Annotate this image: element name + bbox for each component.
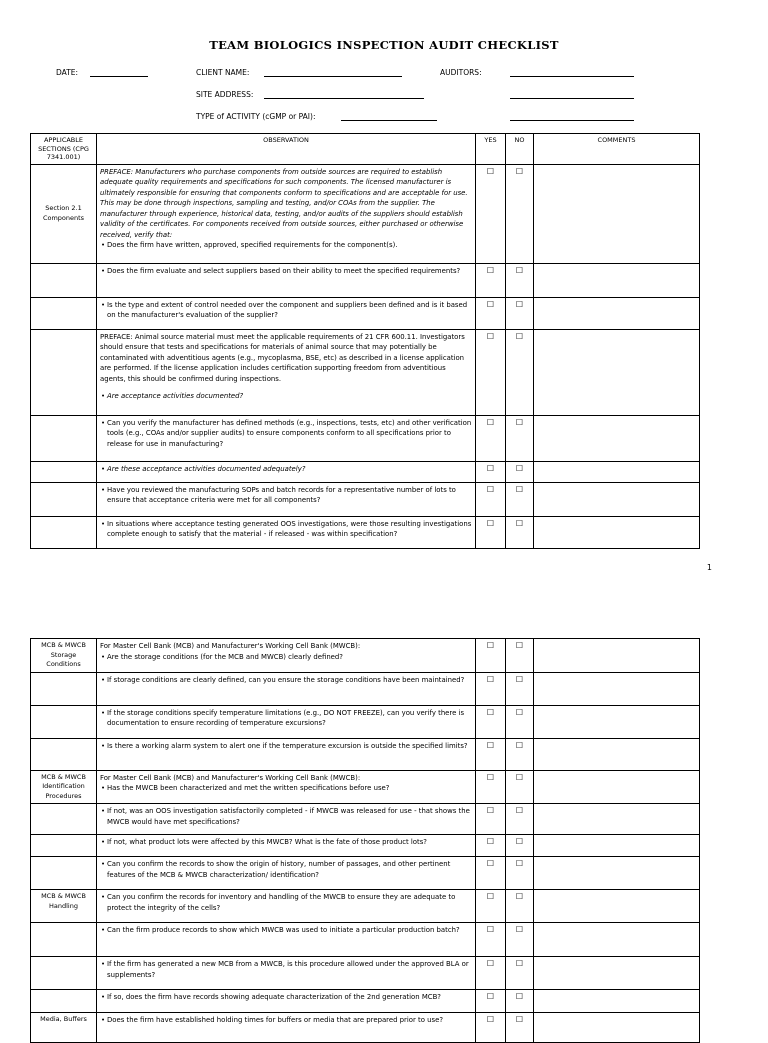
question-text: • Are the storage conditions (for the MCB and MWCB) clearly defined? — [100, 652, 472, 663]
no-checkbox[interactable]: ☐ — [506, 461, 534, 482]
activity-type-field[interactable] — [341, 120, 437, 121]
section-cell: Media, Buffers — [31, 1013, 97, 1043]
yes-checkbox[interactable]: ☐ — [476, 804, 506, 835]
observation-cell — [97, 639, 476, 673]
no-checkbox[interactable]: ☐ — [506, 415, 534, 461]
client-name-label: CLIENT NAME: — [196, 68, 250, 77]
comments-cell[interactable] — [534, 738, 700, 770]
comments-cell[interactable] — [534, 482, 700, 516]
observation-cell — [97, 297, 476, 329]
comments-cell[interactable] — [534, 890, 700, 923]
client-name-field[interactable] — [264, 76, 402, 77]
yes-checkbox[interactable]: ☐ — [476, 890, 506, 923]
yes-checkbox[interactable]: ☐ — [476, 263, 506, 297]
question-text: • If storage conditions are clearly defined, can you ensure the storage conditions have been maintained? — [100, 675, 472, 686]
yes-header: YES — [476, 134, 506, 165]
preface-text: PREFACE: Animal source material must meet the applicable requirements of 21 CFR 600.11. Investigators should ensure that tests and specifications for materials of animal source that may potentially be contaminated with adventitious agents (e.g., mycoplasma, BSE, etc) as described in a license application are performed. If the license application includes certification supporting freedom from adventitious agents, this should be confirmed during inspections. — [100, 332, 465, 383]
no-checkbox[interactable]: ☐ — [506, 835, 534, 857]
yes-checkbox[interactable]: ☐ — [476, 639, 506, 673]
table-row — [31, 738, 700, 770]
yes-checkbox[interactable]: ☐ — [476, 1013, 506, 1043]
no-checkbox[interactable]: ☐ — [506, 672, 534, 705]
no-checkbox[interactable]: ☐ — [506, 516, 534, 548]
section-cell — [31, 705, 97, 738]
table-row — [31, 890, 700, 923]
section-cell: MCB & MWCB Identification Procedures — [31, 770, 97, 804]
observation-cell — [97, 890, 476, 923]
table-row — [31, 923, 700, 957]
section-cell — [31, 738, 97, 770]
comments-cell[interactable] — [534, 415, 700, 461]
no-checkbox[interactable]: ☐ — [506, 639, 534, 673]
no-checkbox[interactable]: ☐ — [506, 957, 534, 990]
comments-cell[interactable] — [534, 857, 700, 890]
yes-checkbox[interactable]: ☐ — [476, 329, 506, 415]
observation-cell — [97, 672, 476, 705]
section-cell — [31, 297, 97, 329]
no-checkbox[interactable]: ☐ — [506, 857, 534, 890]
yes-checkbox[interactable]: ☐ — [476, 738, 506, 770]
observation-cell — [97, 461, 476, 482]
question-text: • In situations where acceptance testing generated OOS investigations, were those resulting investigations complete enough to satisfy that the material - if released - was within specification? — [100, 519, 472, 540]
section-cell — [31, 923, 97, 957]
question-text: • Does the firm have established holding times for buffers or media that are prepared prior to use? — [100, 1015, 472, 1026]
observation-cell — [97, 804, 476, 835]
observation-cell — [97, 164, 476, 263]
table-row — [31, 639, 700, 673]
section-cell — [31, 415, 97, 461]
no-checkbox[interactable]: ☐ — [506, 770, 534, 804]
observation-cell — [97, 738, 476, 770]
table-row — [31, 482, 700, 516]
section-cell: MCB & MWCB Storage Conditions — [31, 639, 97, 673]
yes-checkbox[interactable]: ☐ — [476, 923, 506, 957]
no-checkbox[interactable]: ☐ — [506, 297, 534, 329]
table-row — [31, 461, 700, 482]
observation-cell — [97, 705, 476, 738]
table-row — [31, 164, 700, 263]
auditors-field-1[interactable] — [510, 76, 634, 77]
yes-checkbox[interactable]: ☐ — [476, 835, 506, 857]
no-checkbox[interactable]: ☐ — [506, 890, 534, 923]
checklist-table-page-1 — [30, 133, 700, 549]
comments-cell[interactable] — [534, 329, 700, 415]
no-checkbox[interactable]: ☐ — [506, 1013, 534, 1043]
table-row — [31, 705, 700, 738]
yes-checkbox[interactable]: ☐ — [476, 297, 506, 329]
no-checkbox[interactable]: ☐ — [506, 923, 534, 957]
comments-cell[interactable] — [534, 923, 700, 957]
table-row — [31, 857, 700, 890]
question-text: • If not, what product lots were affected by this MWCB? What is the fate of those product lots? — [100, 837, 472, 848]
activity-type-label: TYPE of ACTIVITY (cGMP or PAI): — [196, 112, 316, 121]
comments-cell[interactable] — [534, 297, 700, 329]
yes-checkbox[interactable]: ☐ — [476, 705, 506, 738]
comments-cell[interactable] — [534, 263, 700, 297]
comments-cell[interactable] — [534, 164, 700, 263]
lead-text: For Master Cell Bank (MCB) and Manufacturer's Working Cell Bank (MWCB): — [100, 642, 361, 650]
question-text: • Does the firm have written, approved, specified requirements for the component(s). — [100, 240, 472, 251]
question-text: • Can you confirm the records to show the origin of history, number of passages, and other pertinent features of the MCB & MWCB characterization/ identification? — [100, 859, 472, 880]
section-cell — [31, 263, 97, 297]
observation-cell — [97, 1013, 476, 1043]
comments-cell[interactable] — [534, 705, 700, 738]
question-text: • Does the firm evaluate and select suppliers based on their ability to meet the specified requirements? — [100, 266, 472, 277]
observation-cell — [97, 990, 476, 1013]
no-checkbox[interactable]: ☐ — [506, 705, 534, 738]
question-text: • Are these acceptance activities documented adequately? — [100, 464, 472, 475]
date-label: DATE: — [56, 68, 79, 77]
auditors-label: AUDITORS: — [440, 68, 482, 77]
section-cell: Section 2.1 Components — [31, 164, 97, 263]
page-number: 1 — [706, 563, 712, 572]
yes-checkbox[interactable]: ☐ — [476, 482, 506, 516]
table-row — [31, 770, 700, 804]
section-cell — [31, 835, 97, 857]
table-header-row — [31, 134, 700, 165]
question-text: • Can you confirm the records for inventory and handling of the MWCB to ensure they are adequate to protect the integrity of the cells? — [100, 892, 472, 913]
comments-cell[interactable] — [534, 461, 700, 482]
observation-cell — [97, 329, 476, 415]
date-field[interactable] — [90, 76, 148, 77]
no-checkbox[interactable]: ☐ — [506, 738, 534, 770]
comments-cell[interactable] — [534, 639, 700, 673]
table-row — [31, 990, 700, 1013]
no-checkbox[interactable]: ☐ — [506, 164, 534, 263]
comments-header: COMMENTS — [534, 134, 700, 165]
comments-cell[interactable] — [534, 1013, 700, 1043]
question-text: • Has the MWCB been characterized and met the written specifications before use? — [100, 783, 472, 794]
comments-cell[interactable] — [534, 770, 700, 804]
no-checkbox[interactable]: ☐ — [506, 329, 534, 415]
table-row — [31, 329, 700, 415]
lead-text: For Master Cell Bank (MCB) and Manufacturer's Working Cell Bank (MWCB): — [100, 773, 361, 782]
no-header: NO — [506, 134, 534, 165]
section-cell — [31, 990, 97, 1013]
applicable-sections-header: APPLICABLE SECTIONS (CPG 7341.001) — [31, 134, 97, 165]
observation-cell — [97, 263, 476, 297]
yes-checkbox[interactable]: ☐ — [476, 770, 506, 804]
section-cell: MCB & MWCB Handling — [31, 890, 97, 923]
table-row — [31, 516, 700, 548]
observation-cell — [97, 835, 476, 857]
observation-cell — [97, 482, 476, 516]
table-row — [31, 297, 700, 329]
question-text: • If so, does the firm have records showing adequate characterization of the 2nd generation MCB? — [100, 992, 472, 1003]
yes-checkbox[interactable]: ☐ — [476, 461, 506, 482]
yes-checkbox[interactable]: ☐ — [476, 516, 506, 548]
auditors-field-3[interactable] — [510, 120, 634, 121]
question-text: • Have you reviewed the manufacturing SOPs and batch records for a representative number of lots to ensure that acceptance criteria were met for all components? — [100, 485, 472, 506]
table-row — [31, 672, 700, 705]
comments-cell[interactable] — [534, 835, 700, 857]
yes-checkbox[interactable]: ☐ — [476, 957, 506, 990]
table-row — [31, 957, 700, 990]
yes-checkbox[interactable]: ☐ — [476, 415, 506, 461]
question-text: • Can the firm produce records to show which MWCB was used to initiate a particular production batch? — [100, 925, 472, 936]
observation-cell — [97, 857, 476, 890]
comments-cell[interactable] — [534, 990, 700, 1013]
auditors-field-2[interactable] — [510, 98, 634, 99]
table-row — [31, 415, 700, 461]
observation-cell — [97, 923, 476, 957]
section-cell — [31, 804, 97, 835]
table-row — [31, 1013, 700, 1043]
no-checkbox[interactable]: ☐ — [506, 482, 534, 516]
comments-cell[interactable] — [534, 957, 700, 990]
section-cell — [31, 461, 97, 482]
yes-checkbox[interactable]: ☐ — [476, 164, 506, 263]
section-cell — [31, 857, 97, 890]
table-row — [31, 263, 700, 297]
observation-header: OBSERVATION — [97, 134, 476, 165]
site-address-label: SITE ADDRESS: — [196, 90, 254, 99]
no-checkbox[interactable]: ☐ — [506, 990, 534, 1013]
section-cell — [31, 516, 97, 548]
question-text: • If the firm has generated a new MCB from a MWCB, is this procedure allowed under the approved BLA or supplements? — [100, 959, 472, 980]
question-text: • If not, was an OOS investigation satisfactorily completed - if MWCB was released for use - that shows the MWCB would have met specifications? — [100, 806, 472, 827]
question-text: • Can you verify the manufacturer has defined methods (e.g., inspections, tests, etc) and other verification tools (e.g., COAs and/or supplier audits) to ensure components conform to all specifications prior to release for use in manufacturing? — [100, 418, 472, 450]
section-cell — [31, 957, 97, 990]
question-text: • Is there a working alarm system to alert one if the temperature excursion is outside the specified limits? — [100, 741, 472, 752]
yes-checkbox[interactable]: ☐ — [476, 990, 506, 1013]
observation-cell — [97, 957, 476, 990]
no-checkbox[interactable]: ☐ — [506, 263, 534, 297]
site-address-field[interactable] — [264, 98, 424, 99]
section-cell — [31, 672, 97, 705]
observation-cell — [97, 516, 476, 548]
question-text: • Are acceptance activities documented? — [100, 391, 472, 402]
no-checkbox[interactable]: ☐ — [506, 804, 534, 835]
checklist-table-page-2 — [30, 638, 700, 1043]
preface-text: PREFACE: Manufacturers who purchase components from outside sources are required to establish adequate quality requirements and specifications for such components. The licensed manufacturer is ultimately responsible for ensuring that components conform to specifications and are acceptable for use. This may be done through inspections, sampling and testing, and/or COAs from the supplier. The manufacturer through experience, historical data, testing, and/or audits of the suppliers should establish validity of the certificates. For components received from outside sources, either purchased or otherwise received, verify that: — [100, 167, 468, 239]
table-row — [31, 835, 700, 857]
section-cell — [31, 482, 97, 516]
comments-cell[interactable] — [534, 516, 700, 548]
yes-checkbox[interactable]: ☐ — [476, 672, 506, 705]
question-text: • Is the type and extent of control needed over the component and suppliers been defined and is it based on the manufacturer's evaluation of the supplier? — [100, 300, 472, 321]
observation-cell — [97, 770, 476, 804]
question-text: • If the storage conditions specify temperature limitations (e.g., DO NOT FREEZE), can you verify there is documentation to ensure recording of temperature excursions? — [100, 708, 472, 729]
page-title: TEAM BIOLOGICS INSPECTION AUDIT CHECKLIST — [209, 38, 559, 52]
table-row — [31, 804, 700, 835]
section-cell — [31, 329, 97, 415]
comments-cell[interactable] — [534, 672, 700, 705]
comments-cell[interactable] — [534, 804, 700, 835]
observation-cell — [97, 415, 476, 461]
yes-checkbox[interactable]: ☐ — [476, 857, 506, 890]
